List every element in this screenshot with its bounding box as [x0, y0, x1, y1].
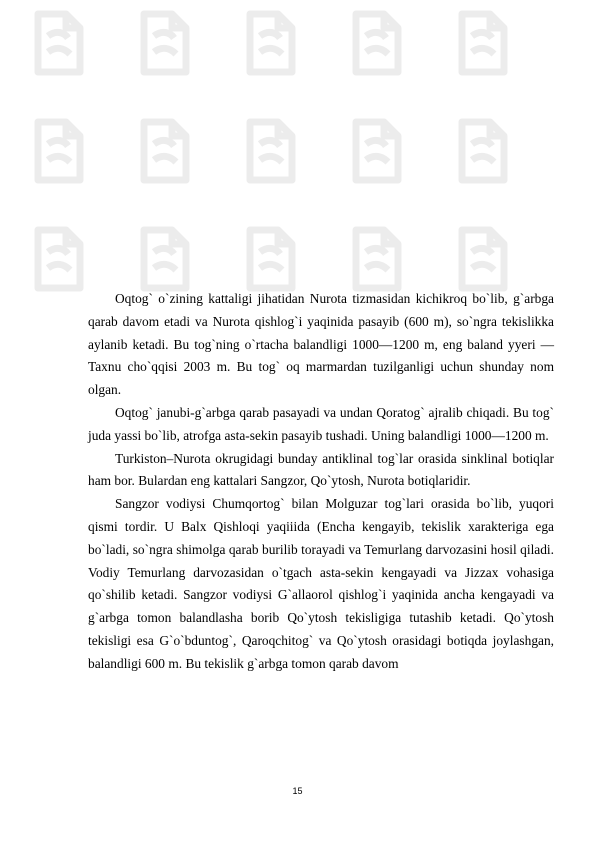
paragraph-turkiston-nurota: Turkiston–Nurota okrugidagi bunday antiklinal tog`lar orasida sinklinal botiqlar ham bor. Bulardan eng kattalari Sangzor, Qo`ytosh, Nurota botiqlaridir. — [88, 450, 554, 489]
page-number: 15 — [292, 786, 303, 796]
paragraph-oqtog-intro: Oqtog` o`zining kattaligi jihatidan Nurota tizmasidan kichikroq bo`lib, g`arbga qarab davom etadi va Nurota qishlog`i yaqinida pasayib (600 m), so`ngra tekislikka aylanib ketadi. Bu tog`ning o`rtacha balandligi 1000—1200 m, eng baland yyeri — Taxnu cho`qqisi 2003 m. Bu tog` oq marmardan tuzilganligi uchun shunday nom olgan. — [88, 291, 554, 398]
paragraph-oqtog-southwest: Oqtog` janubi-g`arbga qarab pasayadi va undan Qoratog` ajralib chiqadi. Bu tog` juda yassi bo`lib, atrofga asta-sekin pasayib tushadi. Uning balandligi 1000—1200 m. — [88, 404, 554, 443]
document-body — [88, 288, 554, 676]
paragraph-sangzor-valley: Sangzor vodiysi Chumqortog` bilan Molguzar tog`lari orasida bo`lib, yuqori qismi tordir. U Balx Qishloqi yaqiiida (Encha kengayib, tekislik xarakteriga ega bo`ladi, so`ngra shimolga qarab burilib torayadi va Temurlang darvozasini hosil qiladi. Vodiy Temurlang darvozasidan o`tgach asta-sekin kengayadi va Jizzax vohasiga qo`shilib ketadi. Sangzor vodiysi G`allaorol qishlog`i yaqinida ancha kengayadi va g`arbga tomon balandlasha borib Qo`ytosh tekisligiga tutashib ketadi. Qo`ytosh tekisligi esa G`o`bduntog`, Qaroqchitog` va Qo`ytosh orasidagi botiqda joylashgan, balandligi 600 m. Bu tekislik g`arbga tomon qarab davom — [88, 496, 554, 671]
